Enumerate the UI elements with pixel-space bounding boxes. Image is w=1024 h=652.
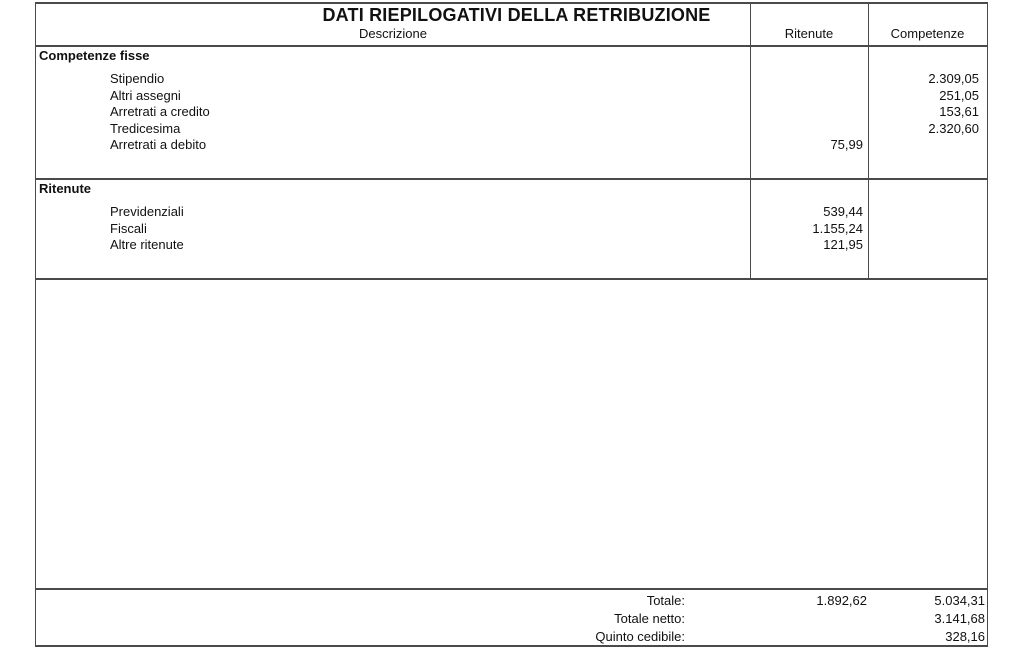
total-netto-competenze-value: 3.141,68 bbox=[934, 611, 985, 626]
row-description: Arretrati a credito bbox=[110, 104, 210, 119]
section-rows bbox=[36, 71, 987, 154]
table-row bbox=[36, 204, 987, 221]
table-row bbox=[36, 137, 987, 154]
row-competenze-value bbox=[868, 237, 987, 254]
section-ritenute bbox=[36, 180, 987, 280]
total-competenze-value: 5.034,31 bbox=[934, 593, 985, 608]
section-label-competenze-fisse: Competenze fisse bbox=[39, 48, 150, 63]
column-header-descrizione: Descrizione bbox=[359, 26, 427, 41]
retribution-summary-table bbox=[35, 2, 988, 647]
empty-section bbox=[36, 280, 987, 590]
column-divider bbox=[750, 4, 751, 280]
row-ritenute-value: 1.155,24 bbox=[812, 220, 863, 236]
table-row bbox=[36, 121, 987, 138]
total-row bbox=[36, 592, 987, 610]
column-headers-row bbox=[36, 27, 987, 40]
row-ritenute-value bbox=[750, 121, 868, 138]
row-competenze-value bbox=[868, 204, 987, 221]
row-competenze-value bbox=[868, 137, 987, 154]
row-competenze-value bbox=[868, 221, 987, 238]
row-description: Altri assegni bbox=[110, 87, 181, 103]
row-description: Stipendio bbox=[110, 71, 165, 86]
total-netto-ritenute-value bbox=[685, 610, 868, 628]
row-competenze-value: 251,05 bbox=[939, 87, 979, 103]
row-ritenute-value: 539,44 bbox=[823, 204, 863, 219]
row-description: Altre ritenute bbox=[110, 237, 184, 252]
total-netto-label: Totale netto: bbox=[614, 611, 685, 626]
totals-section bbox=[36, 590, 987, 645]
total-ritenute-value: 1.892,62 bbox=[816, 593, 867, 608]
row-competenze-value: 2.320,60 bbox=[928, 120, 979, 136]
row-description: Fiscali bbox=[110, 220, 147, 236]
table-row bbox=[36, 88, 987, 105]
column-divider bbox=[868, 4, 869, 280]
quinto-cedibile-ritenute-value bbox=[685, 628, 868, 646]
table-row bbox=[36, 237, 987, 254]
row-description: Arretrati a debito bbox=[110, 137, 207, 152]
row-ritenute-value: 121,95 bbox=[823, 237, 863, 252]
section-rows bbox=[36, 204, 987, 254]
total-label: Totale: bbox=[646, 593, 685, 608]
table-title: DATI RIEPILOGATIVI DELLA RETRIBUZIONE bbox=[322, 5, 711, 25]
total-netto-row bbox=[36, 610, 987, 628]
row-ritenute-value bbox=[750, 88, 868, 105]
section-competenze-fisse bbox=[36, 47, 987, 180]
table-row bbox=[36, 71, 987, 88]
row-description: Previdenziali bbox=[110, 204, 184, 219]
table-row bbox=[36, 104, 987, 121]
row-competenze-value: 2.309,05 bbox=[928, 71, 979, 86]
row-ritenute-value bbox=[750, 104, 868, 121]
table-row bbox=[36, 221, 987, 238]
column-header-ritenute: Ritenute bbox=[784, 26, 834, 41]
section-label-ritenute: Ritenute bbox=[39, 181, 91, 196]
row-competenze-value: 153,61 bbox=[939, 104, 979, 119]
row-ritenute-value bbox=[750, 71, 868, 88]
column-header-competenze: Competenze bbox=[890, 26, 965, 41]
row-description: Tredicesima bbox=[110, 120, 181, 136]
quinto-cedibile-competenze-value: 328,16 bbox=[945, 629, 985, 644]
quinto-cedibile-label: Quinto cedibile: bbox=[595, 629, 685, 644]
row-ritenute-value: 75,99 bbox=[830, 137, 863, 152]
table-header bbox=[36, 4, 987, 47]
quinto-cedibile-row bbox=[36, 628, 987, 646]
